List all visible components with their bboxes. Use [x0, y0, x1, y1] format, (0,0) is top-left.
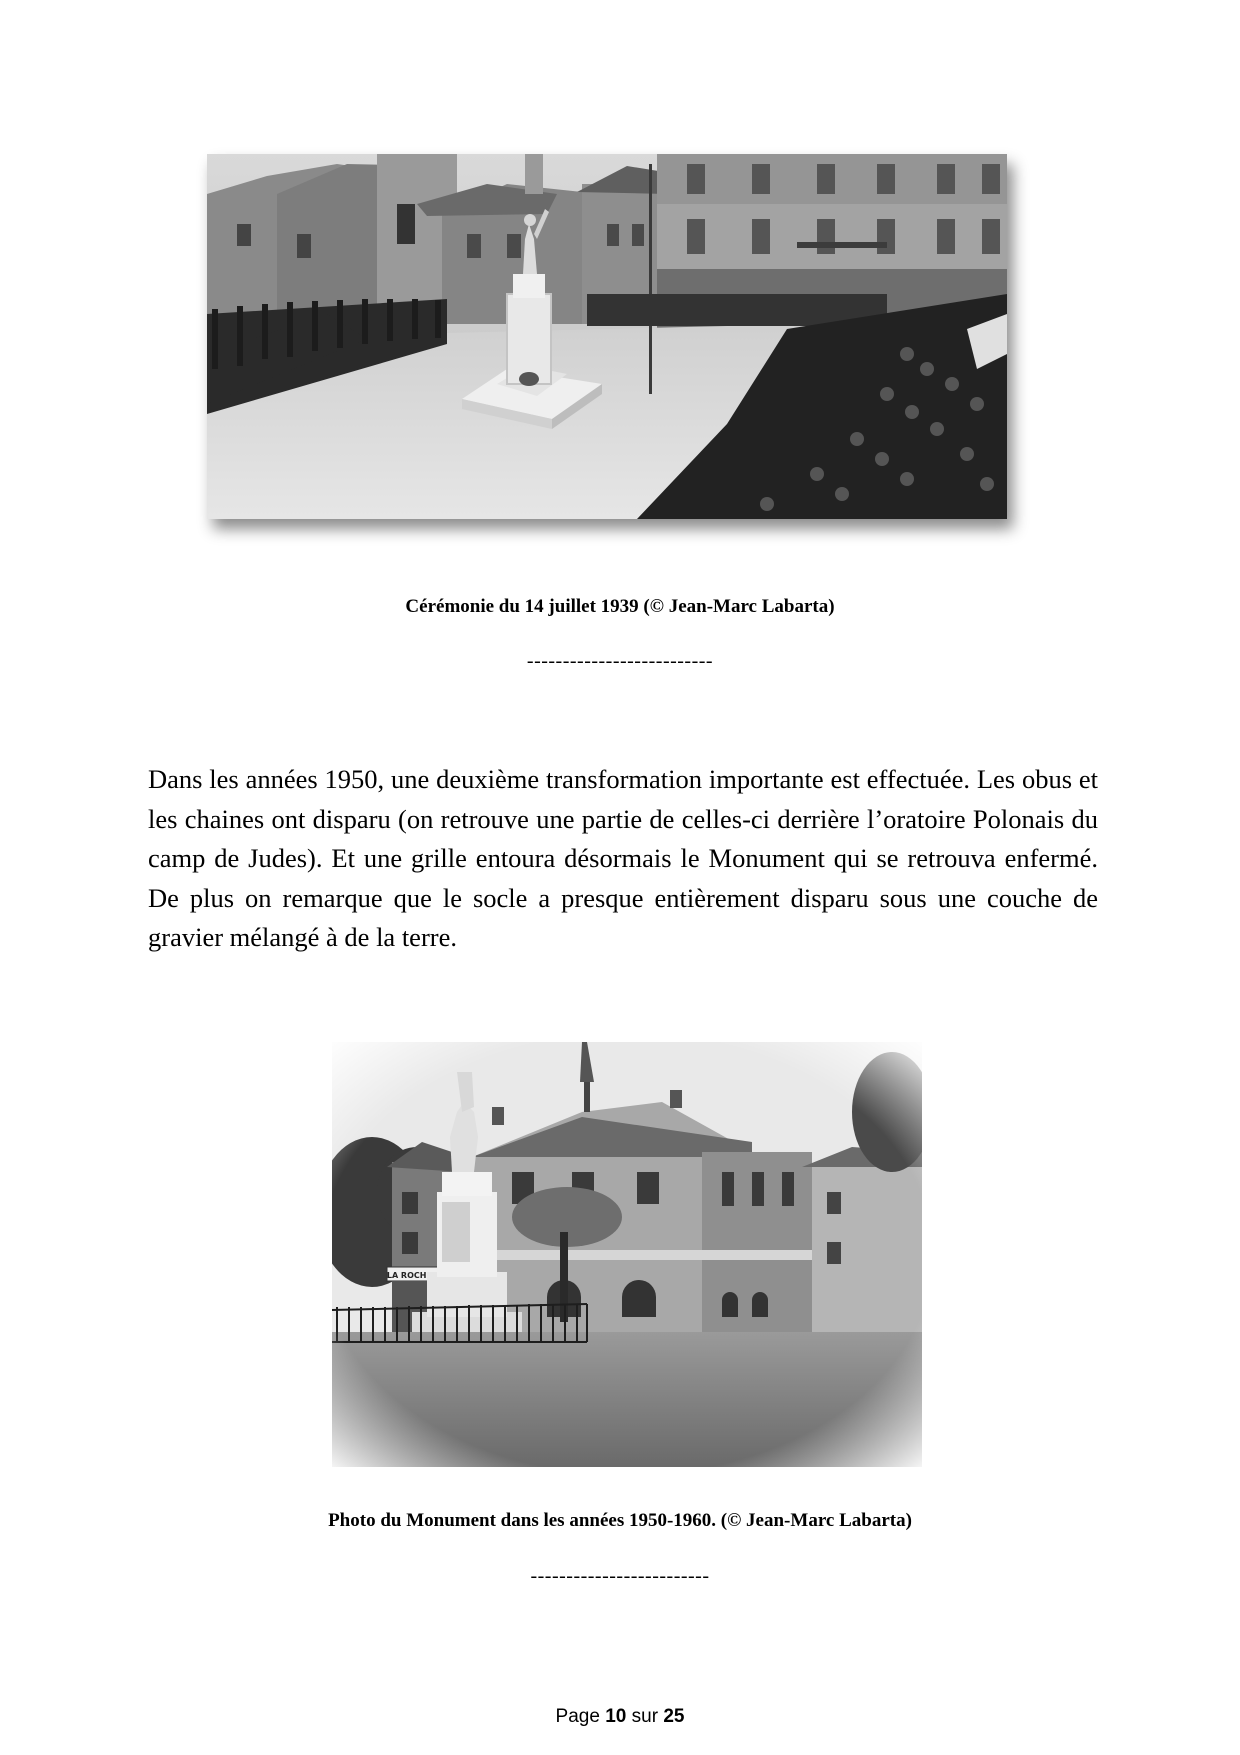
separator-2: ------------------------- — [530, 1565, 710, 1587]
figure-1-caption: Cérémonie du 14 juillet 1939 (© Jean-Marc Labarta) — [405, 596, 835, 617]
flagpole — [649, 164, 652, 394]
ceremony-1939-photo — [207, 154, 1007, 519]
body-paragraph: Dans les années 1950, une deuxième transformation importante est effectuée. Les obus et les chaines ont disparu (on retrouve une partie de celles-ci derrière l’oratoire Polonais du camp de Judes). Et une grille entoura désormais le Monument qui se retrouva enfermé. De plus on remarque que le socle a presque entièrement disparu sous une couche de gravier mélangé à de la terre. — [148, 764, 1098, 952]
current-page-number: 10 — [605, 1706, 627, 1727]
page-footer — [0, 1706, 1240, 1728]
page-label: Page — [555, 1706, 600, 1727]
figure-2-caption: Photo du Monument dans les années 1950-1960. (© Jean-Marc Labarta) — [328, 1510, 912, 1531]
total-pages-number: 25 — [663, 1706, 685, 1727]
separator-1: -------------------------- — [526, 650, 714, 672]
page-of-label: sur — [631, 1706, 659, 1727]
monument-1950s-photo — [332, 1042, 922, 1467]
